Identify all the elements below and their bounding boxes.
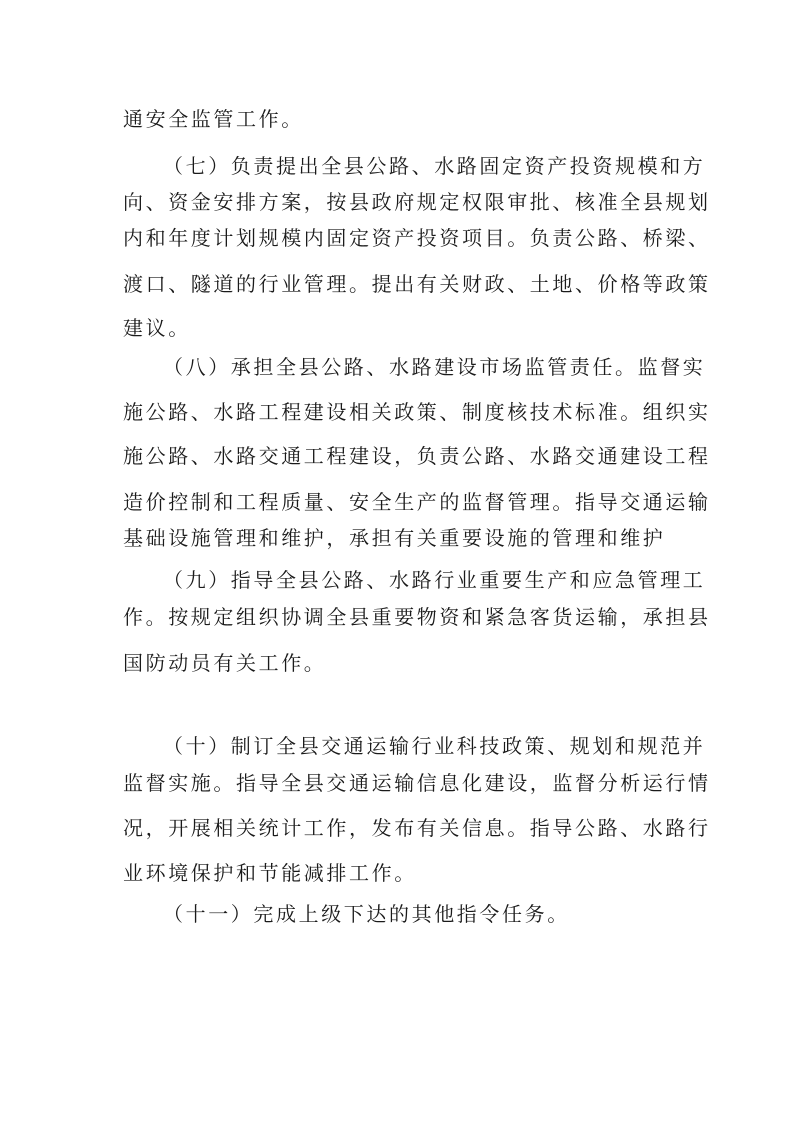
text-line: 监督实施。指导全县交通运输信息化建设，监督分析运行情 (123, 771, 711, 795)
text-line: 向、资金安排方案，按县政府规定权限审批、核准全县规划 (123, 190, 711, 214)
text-line: （十）制订全县交通运输行业科技政策、规划和规范并 (163, 734, 706, 758)
text-line: 基础设施管理和维护，承担有关重要设施的管理和维护 (123, 526, 666, 550)
text-line: 国防动员有关工作。 (123, 651, 327, 675)
text-line: 作。按规定组织协调全县重要物资和紧急客货运输，承担县 (123, 605, 711, 629)
text-line: （八）承担全县公路、水路建设市场监管责任。监督实 (163, 355, 706, 379)
text-line: 通安全监管工作。 (123, 107, 304, 131)
text-line: （十一）完成上级下达的其他指令任务。 (163, 902, 570, 926)
text-line: 施公路、水路工程建设相关政策、制度核技术标准。组织实 (123, 400, 711, 424)
text-line: 况，开展相关统计工作，发布有关信息。指导公路、水路行 (123, 816, 711, 840)
text-line: （九）指导全县公路、水路行业重要生产和应急管理工 (163, 568, 706, 592)
text-line: 业环境保护和节能减排工作。 (123, 861, 417, 885)
text-line: （七）负责提出全县公路、水路固定资产投资规模和方 (163, 154, 706, 178)
text-line: 建议。 (123, 316, 191, 340)
text-line: 渡口、隧道的行业管理。提出有关财政、土地、价格等政策 (123, 272, 711, 296)
text-line: 造价控制和工程质量、安全生产的监督管理。指导交通运输 (123, 490, 711, 514)
text-line: 施公路、水路交通工程建设，负责公路、水路交通建设工程 (123, 444, 711, 468)
text-line: 内和年度计划规模内固定资产投资项目。负责公路、桥梁、 (123, 226, 711, 250)
